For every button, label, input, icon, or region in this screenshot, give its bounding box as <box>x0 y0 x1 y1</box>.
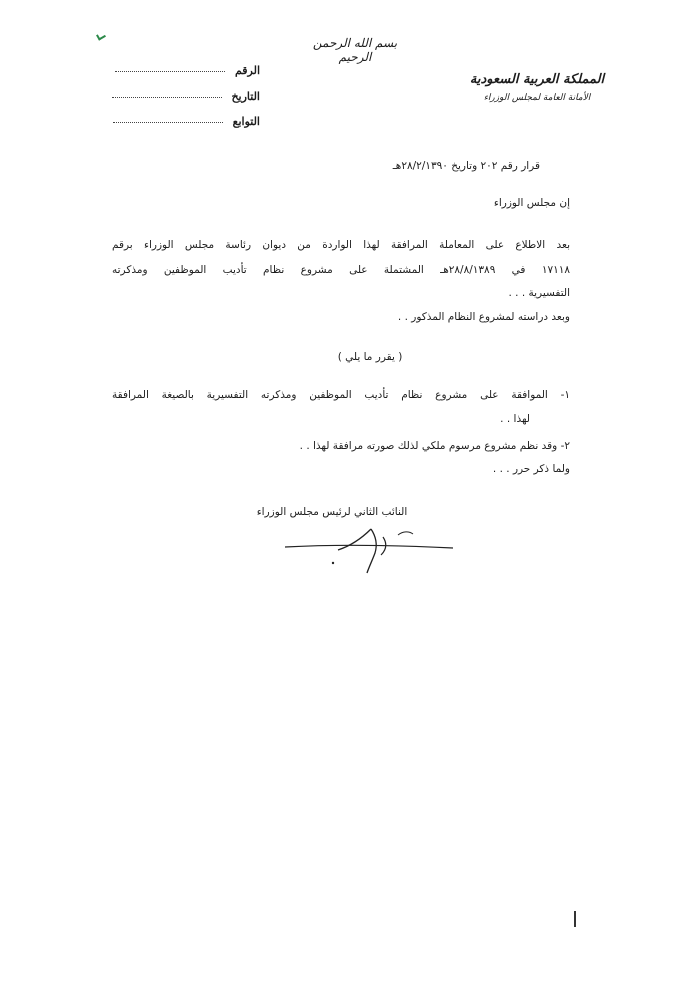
seal-line-kingdom: المملكة العربية السعودية <box>469 72 605 87</box>
handwritten-signature <box>283 525 463 580</box>
decision-number: قرار رقم ٢٠٢ وتاريخ ٢٨/٢/١٣٩٠هـ <box>392 160 540 172</box>
paragraph-1-line-1: بعد الاطلاع على المعاملة المرافقة لهذا الواردة من ديوان رئاسة مجلس الوزراء برقم <box>112 239 570 251</box>
basmala: بسم الله الرحمن الرحيم <box>312 36 398 64</box>
council-heading: إن مجلس الوزراء <box>493 197 570 209</box>
field-attachments <box>110 115 260 128</box>
page-edge-mark <box>574 911 576 927</box>
paragraph-1-line-2: ١٧١١٨ في ٢٨/٨/١٣٨٩هـ المشتملة على مشروع نظام تأديب الموظفين ومذكرته <box>112 264 571 276</box>
field-date-label: التاريخ <box>231 90 260 103</box>
closing-line: ولما ذكر حرر . . . <box>492 463 570 475</box>
field-date <box>110 90 260 103</box>
seal-line-secretariat: الأمانة العامة لمجلس الوزراء <box>483 93 591 103</box>
corner-mark <box>96 31 106 40</box>
decides-heading: ( يقرر ما يلي ) <box>337 351 403 363</box>
signatory-title: النائب الثاني لرئيس مجلس الوزراء <box>256 506 408 518</box>
paragraph-2: وبعد دراسته لمشروع النظام المذكور . . <box>397 311 570 323</box>
field-attachments-line <box>113 122 223 123</box>
field-date-line <box>112 97 222 98</box>
field-number-label: الرقم <box>234 64 260 77</box>
field-number-line <box>115 71 225 72</box>
letterhead-seal <box>462 72 612 103</box>
paragraph-1-line-3: التفسيرية . . . <box>508 287 570 299</box>
item-1-line-2: لهذا . . <box>500 413 530 425</box>
field-attachments-label: التوابع <box>232 115 260 128</box>
item-2: ٢- وقد نظم مشروع مرسوم ملكي لذلك صورته مرافقة لهذا . . <box>299 440 570 452</box>
field-number <box>110 64 260 77</box>
item-1-line-1: ١- الموافقة على مشروع نظام تأديب الموظفين ومذكرته التفسيرية بالصيغة المرافقة <box>112 389 570 401</box>
